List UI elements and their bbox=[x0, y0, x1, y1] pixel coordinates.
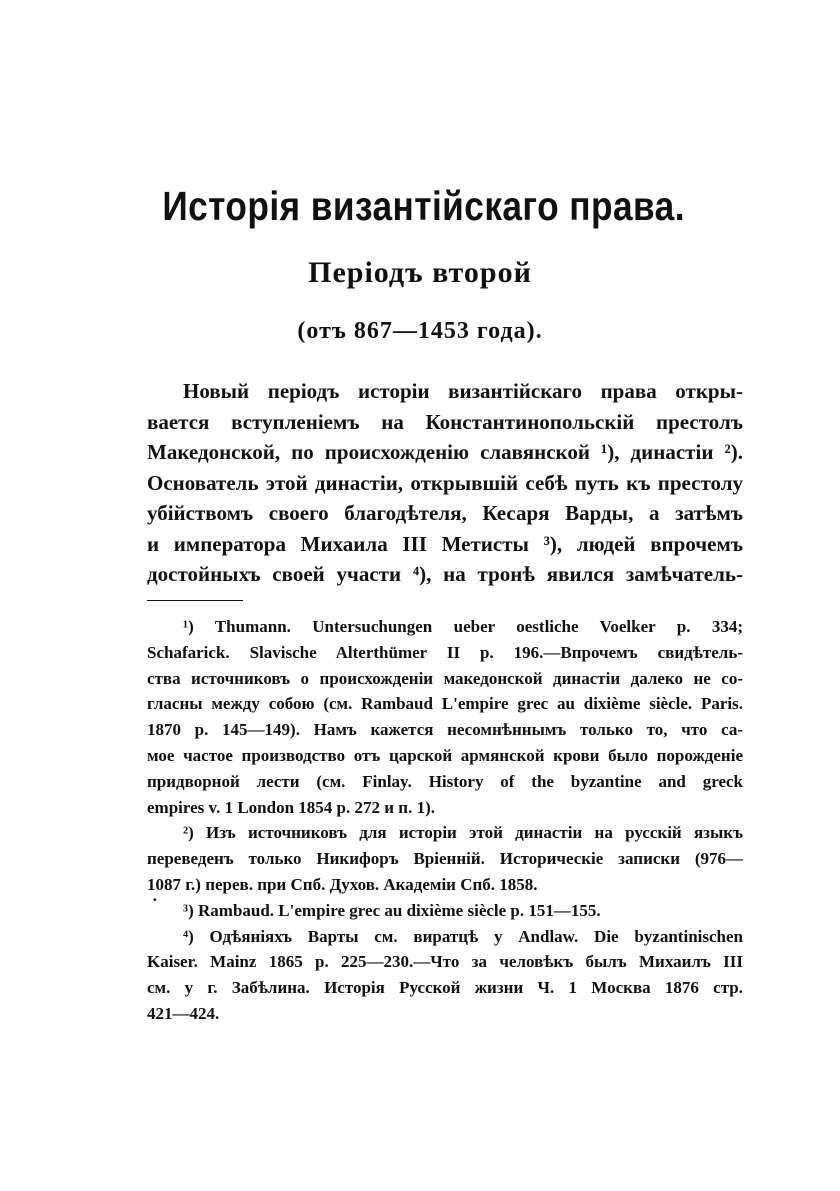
footnote-line: 1870 p. 145—149). Намъ кажется несомнѣннымъ только то, что са- bbox=[147, 720, 743, 740]
body-line: Македонской, по происхожденію славянской ¹), династіи ²). bbox=[147, 440, 743, 464]
footnote-divider bbox=[147, 600, 243, 601]
footnote-line: Schafarick. Slavische Alterthümer II p. 196.—Впрочемъ свидѣтель- bbox=[147, 642, 743, 662]
footnote-line: Kaiser. Mainz 1865 p. 225—230.—Что за человѣкъ былъ Михаилъ III bbox=[147, 952, 743, 972]
footnote-line: мое частое производство отъ царской армянской крови было порожденіе bbox=[147, 745, 743, 765]
footnote-line: 421—424. bbox=[147, 1003, 220, 1023]
footnote-line: empires v. 1 London 1854 p. 272 и п. 1). bbox=[147, 797, 436, 817]
footnote-line: ⁴) Одѣяніяхъ Варты см. виратцѣ у Andlaw. Die byzantinischen bbox=[183, 926, 743, 946]
body-line: Основатель этой династіи, открывшій себѣ путь къ престолу bbox=[147, 470, 743, 495]
page-title: Исторія византійскаго права. bbox=[162, 183, 685, 229]
body-line: убійствомъ своего благодѣтеля, Кесаря Варды, а затѣмъ bbox=[147, 501, 743, 525]
footnote-line: см. у г. Забѣлина. Исторія Русской жизни Ч. 1 Москва 1876 стр. bbox=[147, 978, 743, 998]
body-line: Новый періодъ исторіи византійскаго права откры- bbox=[183, 379, 743, 403]
body-line: и императора Михаила III Метисты ³), людей впрочемъ bbox=[147, 531, 743, 556]
stray-mark: · bbox=[152, 890, 158, 909]
footnote-line: ства источниковъ о происхожденіи македонской династіи далеко не со- bbox=[147, 668, 743, 688]
footnote-line: переведенъ только Никифоръ Вріенній. Историческіе записки (976— bbox=[147, 849, 743, 869]
body-line: вается вступленіемъ на Константинопольскій престолъ bbox=[147, 409, 743, 434]
body-paragraph bbox=[147, 376, 743, 590]
period-dates: (отъ 867—1453 года). bbox=[297, 318, 543, 344]
footnote-line: ³) Rambaud. L'empire grec au dixième siècle p. 151—155. bbox=[183, 900, 601, 920]
footnote-line: ¹) Thumann. Untersuchungen ueber oestliche Voelker p. 334; bbox=[183, 617, 743, 636]
footnote-line: гласны между собою (см. Rambaud L'empire grec au dixième siècle. Paris. bbox=[147, 694, 743, 714]
footnote-line: ²) Изъ источниковъ для исторіи этой династіи на русскій языкъ bbox=[183, 823, 743, 843]
footnotes bbox=[147, 614, 743, 1027]
footnote-line: 1087 г.) перев. при Спб. Духов. Академіи Спб. 1858. bbox=[147, 874, 538, 894]
body-line: достойныхъ своей участи ⁴), на тронѣ явился замѣчатель- bbox=[147, 562, 743, 586]
section-subtitle: Періодъ второй bbox=[308, 256, 532, 289]
footnote-line: придворной лести (см. Finlay. History of the byzantine and greck bbox=[147, 771, 743, 791]
